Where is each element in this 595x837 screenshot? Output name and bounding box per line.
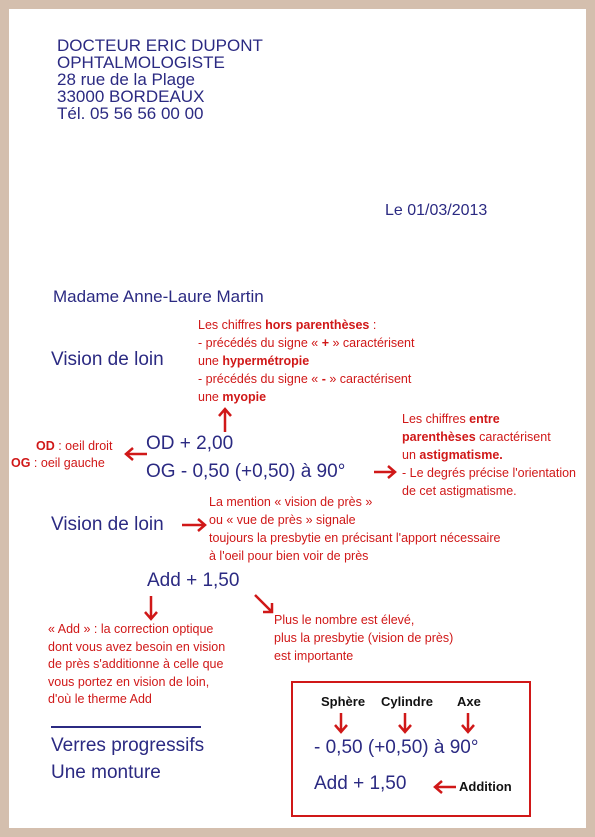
add-value: Add + 1,50 [147,570,240,591]
annotation-add-explanation: « Add » : la correction optique dont vous avez besoin en vision de près s'additionne à celle que vous portez en vision de loin, d'où le therme Add [48,622,226,706]
arrow-down-icon [397,712,413,734]
annotation-vision-pres: La mention « vision de près » ou « vue de près » signale toujours la presbytie en précisant l'apport nécessaire à l'oeil pour bien voir de près [209,495,501,563]
og-value: OG - 0,50 (+0,50) à 90° [146,461,346,482]
doctor-street: 28 rue de la Plage [57,70,195,89]
patient-name: Madame Anne-Laure Martin [53,287,264,306]
prescription-date: Le 01/03/2013 [385,202,488,219]
arrow-left-icon [433,779,457,795]
near-vision-label: Vision de loin [51,514,164,535]
annotation-add-importance: Plus le nombre est élevé, plus la presbytie (vision de près) est importante [274,613,454,663]
arrow-down-icon [143,595,159,621]
sphere-label: Sphère [321,694,366,709]
doctor-phone: Tél. 05 56 56 00 00 [57,104,204,123]
frame-item: Une monture [51,762,161,783]
legend-add-value: Add + 1,50 [314,773,407,794]
annotation-entre-parentheses: Les chiffres entre parenthèses caractérisent un astigmatisme. - Le degrés précise l'orientation de cet astigmatisme. [402,412,577,498]
od-value: OD + 2,00 [146,433,234,454]
lens-type: Verres progressifs [51,735,205,756]
doctor-name: DOCTEUR ERIC DUPONT [57,36,263,55]
arrow-right-icon [181,517,207,533]
doctor-specialty: OPHTALMOLOGISTE [57,53,225,72]
annotation-od-og: OD : oeil droit OG : oeil gauche [11,439,113,470]
prescription-legend-box [291,681,531,817]
arrow-up-icon [217,407,233,433]
doctor-header [57,37,263,122]
doctor-city: 33000 BORDEAUX [57,87,205,106]
cylinder-label: Cylindre [381,694,434,709]
arrow-down-icon [333,712,349,734]
legend-values: - 0,50 (+0,50) à 90° [314,737,479,758]
arrow-left-icon [124,446,148,462]
arrow-down-icon [460,712,476,734]
arrow-diagonal-icon [253,593,275,615]
addition-label: Addition [459,779,512,794]
arrow-right-icon [373,464,397,480]
far-vision-label: Vision de loin [51,349,164,370]
annotation-hors-parentheses: Les chiffres hors parenthèses : - précédés du signe « + » caractérisent une hypermétropie - précédés du signe « - » caractérisent une myopie [198,318,415,404]
axis-label: Axe [457,694,481,709]
divider-line [51,726,201,728]
prescription-page [9,9,586,828]
